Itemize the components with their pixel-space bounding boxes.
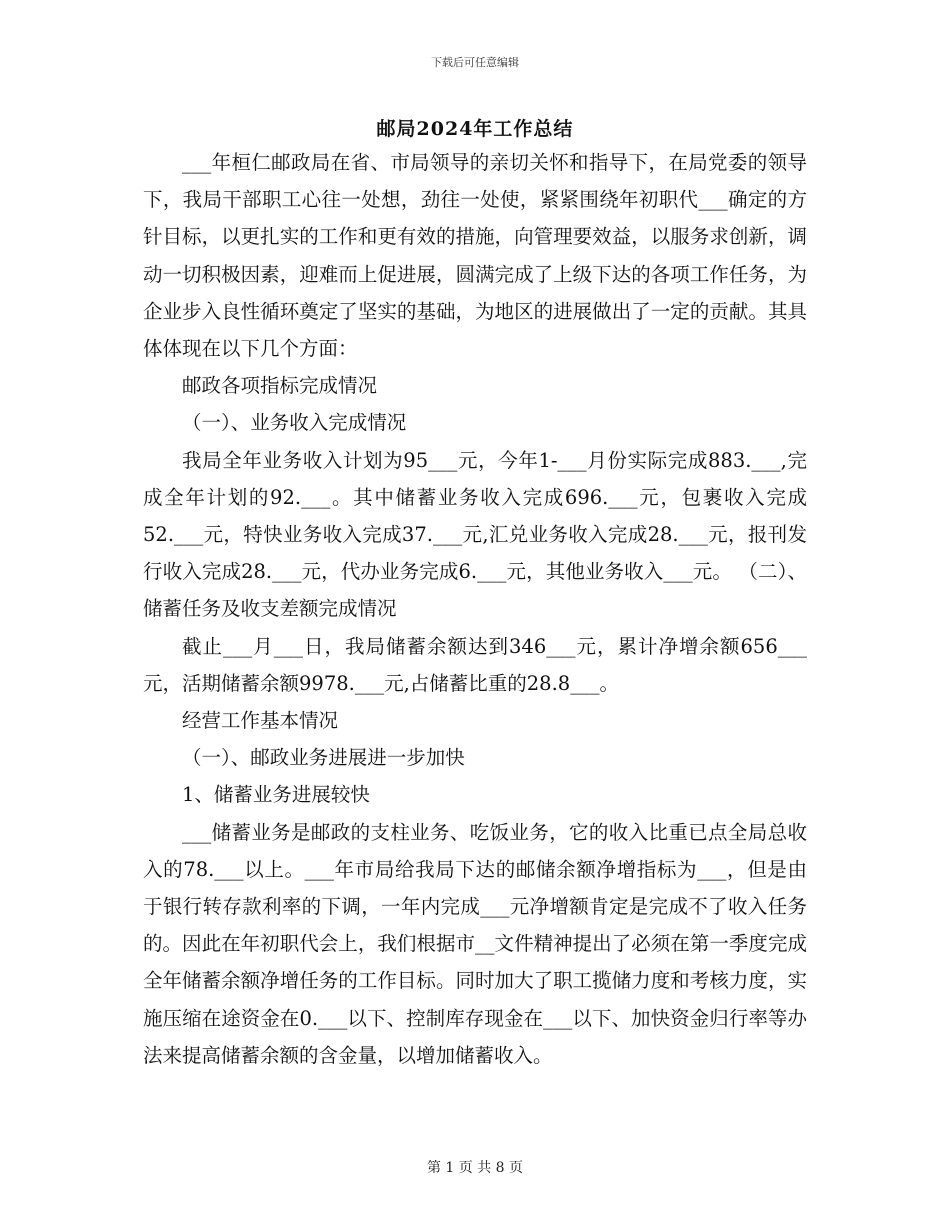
revenue-paragraph: 我局全年业务收入计划为95___元，今年1-___月份实际完成883.___,完成全年计划的92.___。其中储蓄业务收入完成696.___元，包裹收入完成52.___元，特快业务收入完成37.___元,汇兑业务收入完成28.___元，报刊发行收入完成28.___元，代办业务完成6.___元，其他业务收入___元。 （二）、储蓄任务及收支差额完成情况 (143, 448, 807, 621)
intro-paragraph: ___年桓仁邮政局在省、市局领导的亲切关怀和指导下，在局党委的领导下，我局干部职工心往一处想，劲往一处使，紧紧围绕年初职代___确定的方针目标，以更扎实的工作和更有效的措施，向管理要效益，以服务求创新，调动一切积极因素，迎难而上促进展，圆满完成了上级下达的各项工作任务，为企业步入良性循环奠定了坚实的基础，为地区的进展做出了一定的贡献。其具体体现在以下几个方面： (143, 151, 807, 361)
subheading-revenue: （一）、业务收入完成情况 (182, 411, 407, 435)
document-title: 邮局2024年工作总结 (376, 118, 574, 140)
section-heading-indicators: 邮政各项指标完成情况 (182, 374, 378, 398)
subheading-postal-business: （一）、邮政业务进展进一步加快 (182, 746, 465, 770)
section-heading-operations: 经营工作基本情况 (182, 709, 339, 733)
savings-business-paragraph: ___储蓄业务是邮政的支柱业务、吃饭业务，它的收入比重已点全局总收入的78.___以上。___年市局给我局下达的邮储余额净增指标为___，但是由于银行转存款利率的下调，一年内完成___元净增额肯定是完成不了收入任务的。因此在年初职代会上，我们根据市__文件精神提出了必须在第一季度完成全年储蓄余额净增任务的工作目标。同时加大了职工揽储力度和考核力度，实施压缩在途资金在0.___以下、控制库存现金在___以下、加快资金归行率等办法来提高储蓄余额的含金量，以增加储蓄收入。 (143, 820, 807, 1067)
subheading-savings-business: 1、储蓄业务进展较快 (182, 783, 370, 807)
document-body (143, 144, 807, 1074)
page-number: 第 1 页 共 8 页 (426, 1160, 524, 1176)
savings-balance-paragraph: 截止___月___日，我局储蓄余额达到346___元，累计净增余额656___元，活期储蓄余额9978.___元,占储蓄比重的28.8___。 (143, 634, 807, 695)
header-note: 下载后可任意编辑 (431, 56, 519, 69)
